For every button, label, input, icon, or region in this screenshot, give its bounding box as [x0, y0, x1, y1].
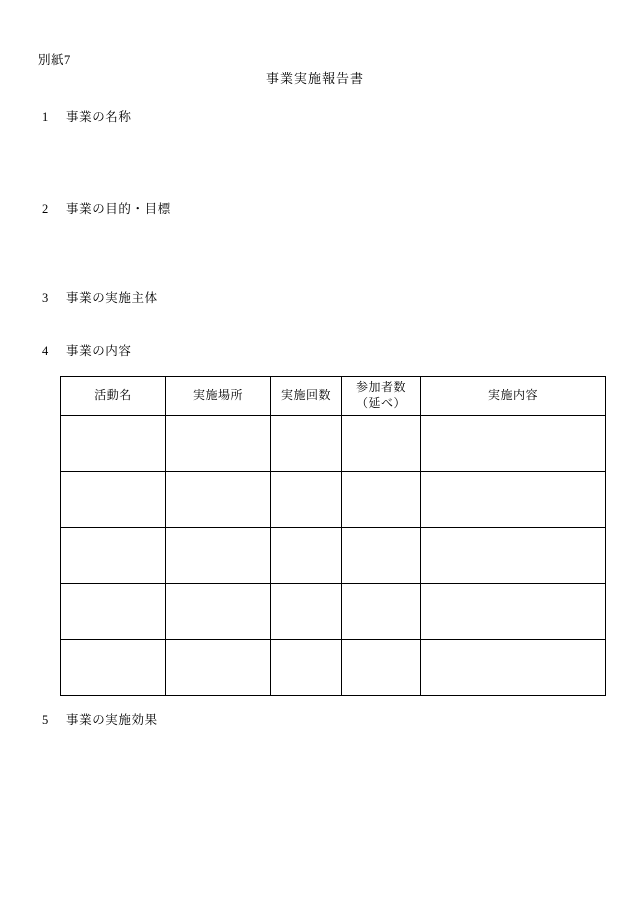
table-row [61, 472, 606, 528]
column-header-participants-line1: 参加者数 [355, 380, 406, 395]
column-header-location [166, 377, 271, 416]
cell-activity-name[interactable] [61, 640, 166, 696]
section-1 [42, 107, 132, 125]
activity-table-wrapper [60, 376, 600, 696]
section-5 [42, 710, 158, 728]
cell-content[interactable] [421, 640, 606, 696]
cell-participants[interactable] [342, 528, 421, 584]
cell-frequency[interactable] [271, 640, 342, 696]
section-5-number: 5 [42, 713, 49, 727]
cell-activity-name[interactable] [61, 528, 166, 584]
section-4 [42, 341, 132, 359]
column-header-content [421, 377, 606, 416]
column-header-frequency [271, 377, 342, 416]
section-4-number: 4 [42, 344, 49, 358]
cell-content[interactable] [421, 584, 606, 640]
cell-location[interactable] [166, 584, 271, 640]
cell-participants[interactable] [342, 640, 421, 696]
table-row [61, 584, 606, 640]
cell-frequency[interactable] [271, 416, 342, 472]
section-1-number: 1 [42, 110, 49, 124]
column-header-activity-name-line1: 活動名 [94, 388, 132, 403]
column-header-frequency-line1: 実施回数 [280, 388, 331, 403]
section-2 [42, 199, 171, 217]
table-row [61, 640, 606, 696]
section-3 [42, 288, 158, 306]
column-header-activity-name [61, 377, 166, 416]
cell-activity-name[interactable] [61, 584, 166, 640]
section-4-label: 事業の内容 [66, 344, 132, 358]
cell-activity-name[interactable] [61, 416, 166, 472]
cell-location[interactable] [166, 528, 271, 584]
cell-frequency[interactable] [271, 528, 342, 584]
column-header-participants-line2: （延べ） [355, 396, 406, 410]
cell-content[interactable] [421, 528, 606, 584]
column-header-content-line1: 実施内容 [487, 388, 538, 403]
cell-participants[interactable] [342, 584, 421, 640]
table-row [61, 528, 606, 584]
column-header-location-line1: 実施場所 [192, 388, 243, 403]
activity-table-header [61, 377, 606, 416]
cell-location[interactable] [166, 472, 271, 528]
section-1-label: 事業の名称 [66, 110, 132, 124]
form-number-label: 別紙7 [38, 53, 71, 67]
activity-table [60, 376, 606, 696]
cell-frequency[interactable] [271, 472, 342, 528]
cell-location[interactable] [166, 416, 271, 472]
section-3-label: 事業の実施主体 [66, 291, 158, 305]
cell-content[interactable] [421, 416, 606, 472]
cell-frequency[interactable] [271, 584, 342, 640]
table-row [61, 416, 606, 472]
activity-table-body [61, 416, 606, 696]
cell-activity-name[interactable] [61, 472, 166, 528]
table-header-row [61, 377, 606, 416]
cell-participants[interactable] [342, 472, 421, 528]
cell-location[interactable] [166, 640, 271, 696]
cell-content[interactable] [421, 472, 606, 528]
section-3-number: 3 [42, 291, 49, 305]
cell-participants[interactable] [342, 416, 421, 472]
section-2-number: 2 [42, 202, 49, 216]
column-header-participants [342, 377, 421, 416]
section-5-label: 事業の実施効果 [66, 713, 158, 727]
section-2-label: 事業の目的・目標 [66, 202, 171, 216]
document-title: 事業実施報告書 [265, 71, 364, 86]
